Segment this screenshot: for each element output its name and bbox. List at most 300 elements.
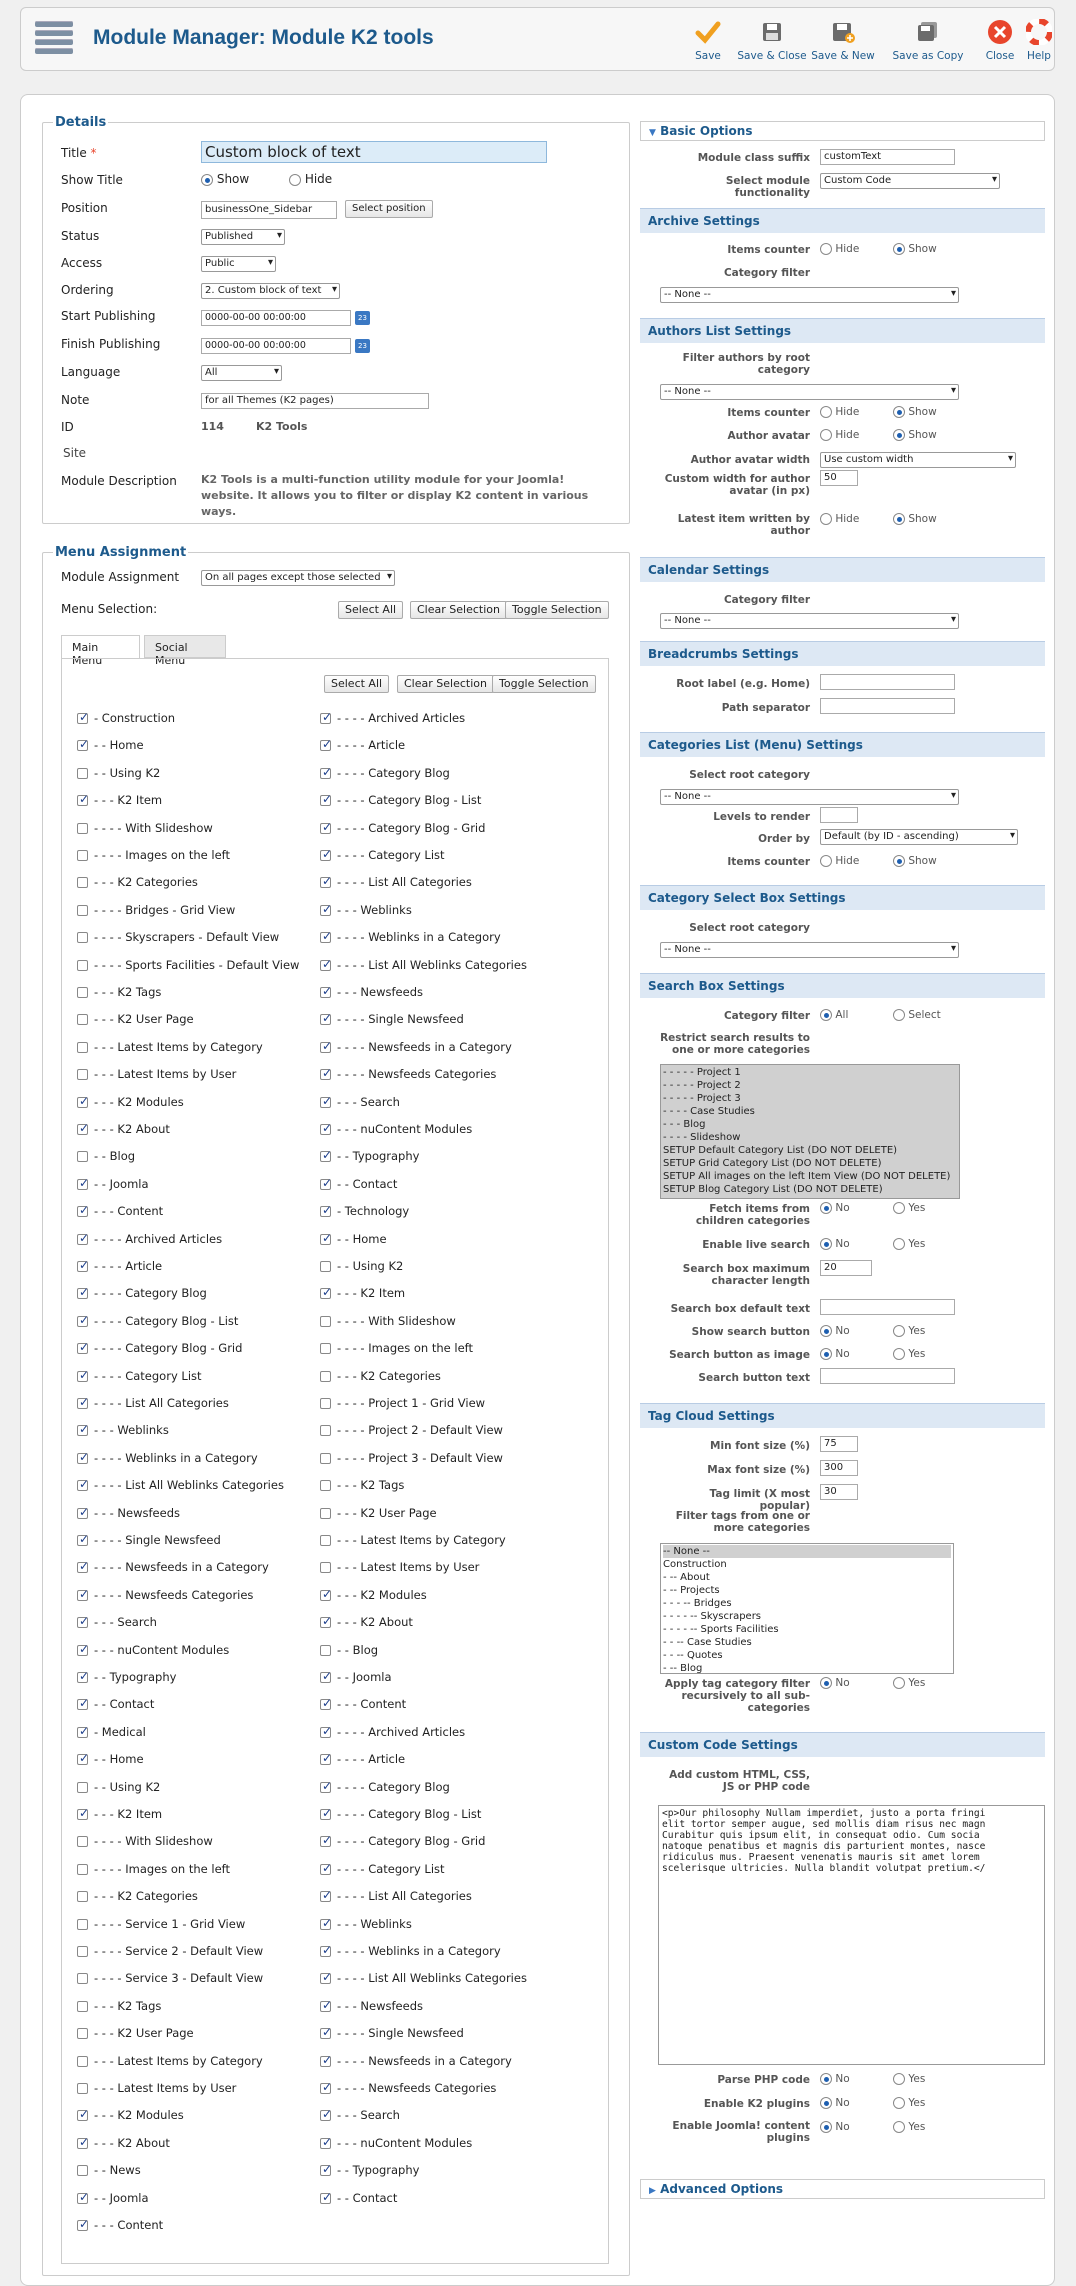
menu-item[interactable]: [77, 930, 279, 944]
show-title-hide-option[interactable]: Hide: [289, 172, 332, 186]
menu-item[interactable]: [77, 1780, 160, 1794]
menu-item[interactable]: [77, 1752, 144, 1766]
levels-input[interactable]: [820, 807, 858, 823]
menu-item[interactable]: [77, 1999, 161, 2013]
no-radio[interactable]: [820, 2121, 832, 2133]
hide-option[interactable]: Hide: [820, 243, 859, 255]
menu-item-checkbox[interactable]: [320, 1590, 331, 1601]
list-item[interactable]: - - - - -- Skyscrapers: [663, 1611, 762, 1622]
menu-item-checkbox[interactable]: [320, 2165, 331, 2176]
hide-radio[interactable]: [820, 243, 832, 255]
list-item[interactable]: - - - Blog: [663, 1119, 706, 1130]
show-option[interactable]: Show: [893, 855, 937, 867]
menu-item-checkbox[interactable]: [320, 1014, 331, 1025]
menu-item-checkbox[interactable]: [77, 1590, 88, 1601]
menu-item-checkbox[interactable]: [77, 1672, 88, 1683]
search-categories-listbox[interactable]: [660, 1064, 960, 1199]
menu-item[interactable]: [77, 2136, 170, 2150]
min-font-input[interactable]: 75: [820, 1436, 858, 1452]
menu-item[interactable]: [320, 1396, 485, 1410]
menu-item-checkbox[interactable]: [77, 1069, 88, 1080]
menu-item[interactable]: [77, 1971, 263, 1985]
select-position-button[interactable]: Select position: [345, 200, 433, 218]
menu-item-checkbox[interactable]: [320, 2110, 331, 2121]
menu-item[interactable]: [77, 1478, 284, 1492]
show-radio[interactable]: [893, 243, 905, 255]
save-new-button[interactable]: Save & New: [808, 18, 878, 62]
menu-item-checkbox[interactable]: [320, 2056, 331, 2067]
menu-item-checkbox[interactable]: [77, 1288, 88, 1299]
menu-item-checkbox[interactable]: [320, 2138, 331, 2149]
menu-item-checkbox[interactable]: [320, 877, 331, 888]
menu-item-checkbox[interactable]: [320, 905, 331, 916]
menu-item[interactable]: [320, 793, 481, 807]
menu-item-checkbox[interactable]: [77, 2110, 88, 2121]
menu-item[interactable]: [320, 711, 465, 725]
list-item[interactable]: - - - - Case Studies: [663, 1106, 755, 1117]
menu-item-checkbox[interactable]: [320, 1234, 331, 1245]
menu-item-checkbox[interactable]: [77, 823, 88, 834]
help-button[interactable]: Help: [1021, 18, 1057, 62]
clear-selection-button[interactable]: Clear Selection: [410, 601, 507, 619]
menu-item[interactable]: [77, 1396, 229, 1410]
menu-item[interactable]: [77, 1725, 146, 1739]
menu-item-checkbox[interactable]: [77, 877, 88, 888]
custom-code-textarea[interactable]: <p>Our philosophy Nullam imperdiet, justo a porta fringi elit tortor semper augue, sed mollis diam risus nec magn Curabitur quis ipsum elit, in consequat odio. Cum socia natoque penatibus et magnis dis parturient montes, nasce ridiculus mus. Praesent venenatis mauris sit amet lorem scelerisque ultricies. Nulla blandit volutpat pretium.</: [658, 1805, 1045, 2065]
menu-item[interactable]: [77, 1149, 135, 1163]
basic-options-header[interactable]: ▼ Basic Options: [640, 121, 1045, 141]
menu-item[interactable]: [320, 930, 501, 944]
menu-item[interactable]: [320, 1971, 527, 1985]
list-item[interactable]: - - -- Quotes: [663, 1650, 723, 1661]
yes-radio[interactable]: [893, 2073, 905, 2085]
menu-item[interactable]: [320, 1095, 400, 1109]
menu-item[interactable]: [77, 1889, 198, 1903]
menu-item-checkbox[interactable]: [77, 905, 88, 916]
menu-item-checkbox[interactable]: [320, 2001, 331, 2012]
menu-item[interactable]: [77, 2108, 184, 2122]
menu-item[interactable]: [77, 1286, 207, 1300]
status-select[interactable]: Published ▾: [201, 229, 285, 245]
list-item[interactable]: -- None --: [663, 1545, 951, 1558]
yes-option[interactable]: Yes: [893, 2121, 925, 2133]
no-radio[interactable]: [820, 1202, 832, 1214]
menu-item-checkbox[interactable]: [77, 1234, 88, 1245]
menu-item[interactable]: [77, 1040, 263, 1054]
menu-item-checkbox[interactable]: [77, 1179, 88, 1190]
menu-item-checkbox[interactable]: [320, 1727, 331, 1738]
menu-item-checkbox[interactable]: [320, 850, 331, 861]
menu-item-checkbox[interactable]: [320, 740, 331, 751]
menu-item[interactable]: [320, 1314, 456, 1328]
menu-item[interactable]: [320, 1012, 464, 1026]
menu-item-checkbox[interactable]: [77, 1014, 88, 1025]
menu-item-checkbox[interactable]: [77, 1782, 88, 1793]
list-item[interactable]: SETUP Blog Category List (DO NOT DELETE): [663, 1184, 883, 1195]
no-radio[interactable]: [820, 1677, 832, 1689]
save-close-button[interactable]: Save & Close: [737, 18, 807, 62]
menu-item[interactable]: [77, 1560, 269, 1574]
menu-item-checkbox[interactable]: [320, 1261, 331, 1272]
yes-radio[interactable]: [893, 1238, 905, 1250]
no-option[interactable]: No: [820, 1677, 850, 1689]
menu-item[interactable]: [77, 875, 198, 889]
no-radio[interactable]: [820, 2073, 832, 2085]
menu-item[interactable]: [77, 1643, 229, 1657]
menu-item[interactable]: [320, 1999, 423, 2013]
menu-item-checkbox[interactable]: [320, 1973, 331, 1984]
select-option[interactable]: Select: [893, 1009, 941, 1021]
menu-item[interactable]: [77, 1341, 242, 1355]
menu-item-checkbox[interactable]: [77, 1617, 88, 1628]
menu-item-checkbox[interactable]: [320, 1371, 331, 1382]
menu-item[interactable]: [320, 1588, 427, 1602]
categories-root-select[interactable]: -- None -- ▾: [660, 789, 959, 805]
list-item[interactable]: - - -- Case Studies: [663, 1637, 752, 1648]
menu-item-checkbox[interactable]: [77, 1316, 88, 1327]
language-select[interactable]: All ▾: [201, 365, 282, 381]
no-option[interactable]: No: [820, 1325, 850, 1337]
menu-item-checkbox[interactable]: [77, 1508, 88, 1519]
show-option[interactable]: Show: [893, 429, 937, 441]
list-item[interactable]: - - - - - Project 3: [663, 1093, 741, 1104]
list-item[interactable]: - - - - - Project 2: [663, 1080, 741, 1091]
menu-item-checkbox[interactable]: [320, 1425, 331, 1436]
list-item[interactable]: Construction: [663, 1559, 727, 1570]
menu-item-checkbox[interactable]: [320, 1288, 331, 1299]
start-publishing-input[interactable]: 0000-00-00 00:00:00: [201, 310, 351, 326]
no-radio[interactable]: [820, 1238, 832, 1250]
menu-item-checkbox[interactable]: [77, 1699, 88, 1710]
menu-item[interactable]: [320, 1423, 503, 1437]
menu-item[interactable]: [77, 848, 230, 862]
yes-option[interactable]: Yes: [893, 1325, 925, 1337]
save-button[interactable]: Save: [673, 18, 743, 62]
menu-item-checkbox[interactable]: [320, 2083, 331, 2094]
menu-item-checkbox[interactable]: [320, 1645, 331, 1656]
module-assignment-select[interactable]: On all pages except those selected ▾: [201, 570, 395, 586]
menu-item[interactable]: [77, 1944, 263, 1958]
hide-option[interactable]: Hide: [820, 513, 859, 525]
menu-item[interactable]: [320, 1889, 472, 1903]
yes-radio[interactable]: [893, 2097, 905, 2109]
menu-item-checkbox[interactable]: [320, 823, 331, 834]
menu-item[interactable]: [320, 875, 472, 889]
menu-item[interactable]: [320, 1149, 419, 1163]
menu-item-checkbox[interactable]: [77, 1836, 88, 1847]
menu-item[interactable]: [320, 738, 405, 752]
menu-item[interactable]: [320, 1067, 496, 1081]
show-radio[interactable]: [893, 513, 905, 525]
hide-radio[interactable]: [289, 174, 301, 186]
finish-publishing-input[interactable]: 0000-00-00 00:00:00: [201, 338, 351, 354]
calendar-icon[interactable]: 23: [355, 311, 370, 325]
menu-item-checkbox[interactable]: [320, 1919, 331, 1930]
yes-radio[interactable]: [893, 1348, 905, 1360]
list-item[interactable]: - -- Projects: [663, 1585, 720, 1596]
menu-item-checkbox[interactable]: [77, 1754, 88, 1765]
menu-item-checkbox[interactable]: [77, 1453, 88, 1464]
list-item[interactable]: - - - - - Project 1: [663, 1067, 741, 1078]
menu-item-checkbox[interactable]: [320, 932, 331, 943]
menu-item[interactable]: [77, 1615, 157, 1629]
menu-item-checkbox[interactable]: [77, 1151, 88, 1162]
menu-item[interactable]: [320, 1615, 413, 1629]
menu-item-checkbox[interactable]: [77, 1973, 88, 1984]
clear-selection-button[interactable]: Clear Selection: [397, 675, 494, 693]
menu-item-checkbox[interactable]: [320, 1617, 331, 1628]
menu-item[interactable]: [77, 1807, 162, 1821]
menu-item[interactable]: [77, 2081, 236, 2095]
menu-item[interactable]: [320, 903, 412, 917]
menu-item-checkbox[interactable]: [320, 713, 331, 724]
menu-item-checkbox[interactable]: [320, 2028, 331, 2039]
select-radio[interactable]: [893, 1009, 905, 1021]
menu-item[interactable]: [77, 1697, 154, 1711]
hide-radio[interactable]: [820, 513, 832, 525]
menu-item-checkbox[interactable]: [320, 1699, 331, 1710]
menu-item[interactable]: [77, 711, 175, 725]
menu-item-checkbox[interactable]: [77, 1727, 88, 1738]
show-option[interactable]: Show: [893, 513, 937, 525]
access-select[interactable]: Public ▾: [201, 256, 276, 272]
no-option[interactable]: No: [820, 2073, 850, 2085]
menu-item-checkbox[interactable]: [77, 2165, 88, 2176]
menu-item-checkbox[interactable]: [320, 1124, 331, 1135]
menu-item-checkbox[interactable]: [320, 1836, 331, 1847]
list-item[interactable]: - - - - Slideshow: [663, 1132, 741, 1143]
menu-item[interactable]: [77, 1232, 222, 1246]
menu-item[interactable]: [320, 1670, 392, 1684]
show-radio[interactable]: [893, 406, 905, 418]
list-item[interactable]: - -- Blog: [663, 1663, 703, 1674]
show-radio[interactable]: [893, 855, 905, 867]
menu-item[interactable]: [320, 1369, 441, 1383]
menu-item-checkbox[interactable]: [320, 1151, 331, 1162]
menu-item-checkbox[interactable]: [77, 2193, 88, 2204]
menu-item-checkbox[interactable]: [77, 987, 88, 998]
menu-item-checkbox[interactable]: [320, 1535, 331, 1546]
show-radio[interactable]: [201, 174, 213, 186]
tab-main-menu[interactable]: Main Menu: [61, 635, 140, 659]
yes-option[interactable]: Yes: [893, 2073, 925, 2085]
no-radio[interactable]: [820, 2097, 832, 2109]
menu-item-checkbox[interactable]: [77, 1398, 88, 1409]
menu-item-checkbox[interactable]: [320, 987, 331, 998]
yes-radio[interactable]: [893, 1325, 905, 1337]
all-option[interactable]: All: [820, 1009, 848, 1021]
select-all-button[interactable]: Select All: [324, 675, 389, 693]
menu-item-checkbox[interactable]: [77, 795, 88, 806]
menu-item[interactable]: [320, 1204, 409, 1218]
menu-item[interactable]: [77, 1451, 258, 1465]
menu-item-checkbox[interactable]: [77, 932, 88, 943]
hide-option[interactable]: Hide: [820, 855, 859, 867]
button-text-input[interactable]: [820, 1368, 955, 1384]
menu-item-checkbox[interactable]: [320, 1809, 331, 1820]
menu-item[interactable]: [320, 1451, 503, 1465]
menu-item-checkbox[interactable]: [77, 1097, 88, 1108]
hide-radio[interactable]: [820, 855, 832, 867]
menu-item-checkbox[interactable]: [320, 1453, 331, 1464]
avatar-width-select[interactable]: Use custom width ▾: [820, 452, 1016, 468]
menu-item[interactable]: [320, 1780, 450, 1794]
ordering-select[interactable]: 2. Custom block of text ▾: [201, 283, 340, 299]
no-option[interactable]: No: [820, 2097, 850, 2109]
menu-item[interactable]: [77, 1204, 163, 1218]
menu-item-checkbox[interactable]: [77, 2138, 88, 2149]
menu-item-checkbox[interactable]: [77, 2056, 88, 2067]
menu-item[interactable]: [320, 1341, 473, 1355]
menu-item[interactable]: [320, 1807, 481, 1821]
yes-option[interactable]: Yes: [893, 1348, 925, 1360]
position-input[interactable]: businessOne_Sidebar: [201, 201, 337, 219]
menu-item[interactable]: [77, 1834, 213, 1848]
select-box-root-select[interactable]: -- None -- ▾: [660, 942, 959, 958]
menu-item-checkbox[interactable]: [77, 1343, 88, 1354]
menu-item[interactable]: [77, 1670, 176, 1684]
functionality-select[interactable]: Custom Code ▾: [820, 173, 1000, 189]
menu-item-checkbox[interactable]: [77, 2001, 88, 2012]
menu-item[interactable]: [77, 1095, 184, 1109]
menu-item[interactable]: [77, 1177, 149, 1191]
menu-item-checkbox[interactable]: [77, 2028, 88, 2039]
yes-option[interactable]: Yes: [893, 1238, 925, 1250]
menu-item[interactable]: [320, 2026, 464, 2040]
menu-item[interactable]: [77, 958, 299, 972]
list-item[interactable]: - - - - -- Sports Facilities: [663, 1624, 779, 1635]
menu-item-checkbox[interactable]: [77, 1371, 88, 1382]
no-radio[interactable]: [820, 1325, 832, 1337]
menu-item-checkbox[interactable]: [77, 1206, 88, 1217]
note-input[interactable]: for all Themes (K2 pages): [201, 393, 429, 409]
menu-item-checkbox[interactable]: [77, 2083, 88, 2094]
menu-item-checkbox[interactable]: [320, 1562, 331, 1573]
max-length-input[interactable]: 20: [820, 1260, 872, 1276]
menu-item-checkbox[interactable]: [320, 1754, 331, 1765]
menu-item[interactable]: [320, 2191, 397, 2205]
menu-item[interactable]: [320, 2054, 512, 2068]
menu-item[interactable]: [77, 1122, 170, 1136]
menu-item-checkbox[interactable]: [77, 768, 88, 779]
menu-item[interactable]: [320, 1944, 501, 1958]
show-radio[interactable]: [893, 429, 905, 441]
menu-item-checkbox[interactable]: [320, 768, 331, 779]
tag-limit-input[interactable]: 30: [820, 1484, 858, 1500]
close-button[interactable]: Close: [975, 18, 1025, 62]
select-all-button[interactable]: Select All: [338, 601, 403, 619]
menu-item[interactable]: [77, 1423, 169, 1437]
menu-item[interactable]: [77, 2026, 194, 2040]
menu-item-checkbox[interactable]: [320, 1042, 331, 1053]
menu-item-checkbox[interactable]: [320, 1946, 331, 1957]
no-option[interactable]: No: [820, 1348, 850, 1360]
menu-item-checkbox[interactable]: [320, 1480, 331, 1491]
no-option[interactable]: No: [820, 1202, 850, 1214]
no-option[interactable]: No: [820, 1238, 850, 1250]
title-input[interactable]: Custom block of text: [201, 141, 547, 163]
menu-item[interactable]: [320, 1834, 485, 1848]
list-item[interactable]: - - - -- Bridges: [663, 1598, 732, 1609]
yes-radio[interactable]: [893, 1202, 905, 1214]
menu-item[interactable]: [320, 1533, 506, 1547]
menu-item-checkbox[interactable]: [320, 1508, 331, 1519]
tag-categories-listbox[interactable]: [660, 1543, 954, 1674]
menu-item-checkbox[interactable]: [77, 1919, 88, 1930]
menu-item-checkbox[interactable]: [320, 1398, 331, 1409]
menu-item-checkbox[interactable]: [77, 850, 88, 861]
menu-item[interactable]: [320, 1040, 512, 1054]
menu-item[interactable]: [77, 821, 213, 835]
menu-item-checkbox[interactable]: [77, 1124, 88, 1135]
menu-item[interactable]: [320, 1752, 405, 1766]
menu-item[interactable]: [77, 1588, 253, 1602]
menu-item-checkbox[interactable]: [77, 1261, 88, 1272]
menu-item[interactable]: [320, 766, 450, 780]
menu-item-checkbox[interactable]: [320, 2193, 331, 2204]
menu-item-checkbox[interactable]: [77, 1535, 88, 1546]
custom-width-input[interactable]: 50: [820, 470, 858, 486]
menu-item-checkbox[interactable]: [320, 1343, 331, 1354]
menu-item[interactable]: [320, 1560, 479, 1574]
list-item[interactable]: - -- About: [663, 1572, 710, 1583]
yes-option[interactable]: Yes: [893, 1202, 925, 1214]
menu-item-checkbox[interactable]: [77, 1864, 88, 1875]
yes-radio[interactable]: [893, 1677, 905, 1689]
order-by-select[interactable]: Default (by ID - ascending) ▾: [820, 829, 1018, 845]
tab-social-menu[interactable]: Social Menu: [144, 635, 226, 658]
list-item[interactable]: SETUP Grid Category List (DO NOT DELETE): [663, 1158, 882, 1169]
menu-item-checkbox[interactable]: [77, 2220, 88, 2231]
menu-item[interactable]: [320, 985, 423, 999]
menu-item[interactable]: [320, 1725, 465, 1739]
toggle-selection-button[interactable]: Toggle Selection: [492, 675, 596, 693]
menu-item[interactable]: [77, 1533, 221, 1547]
menu-item[interactable]: [320, 1286, 405, 1300]
calendar-icon[interactable]: 23: [355, 339, 370, 353]
menu-item-checkbox[interactable]: [320, 1179, 331, 1190]
menu-item[interactable]: [77, 1314, 238, 1328]
default-text-input[interactable]: [820, 1299, 955, 1315]
menu-item[interactable]: [320, 1259, 403, 1273]
menu-item-checkbox[interactable]: [320, 1206, 331, 1217]
menu-item-checkbox[interactable]: [320, 1782, 331, 1793]
menu-item[interactable]: [77, 1917, 245, 1931]
menu-item[interactable]: [320, 1478, 404, 1492]
menu-item-checkbox[interactable]: [77, 1480, 88, 1491]
show-option[interactable]: Show: [893, 406, 937, 418]
menu-item[interactable]: [320, 2108, 400, 2122]
yes-option[interactable]: Yes: [893, 1677, 925, 1689]
menu-item-checkbox[interactable]: [77, 1042, 88, 1053]
menu-item[interactable]: [320, 1862, 445, 1876]
all-radio[interactable]: [820, 1009, 832, 1021]
menu-item-checkbox[interactable]: [320, 1069, 331, 1080]
show-option[interactable]: Show: [893, 243, 937, 255]
menu-item[interactable]: [77, 1259, 162, 1273]
menu-item-checkbox[interactable]: [77, 1425, 88, 1436]
menu-item[interactable]: [320, 1177, 397, 1191]
max-font-input[interactable]: 300: [820, 1460, 858, 1476]
menu-item[interactable]: [77, 1067, 236, 1081]
menu-item[interactable]: [320, 1506, 437, 1520]
yes-radio[interactable]: [893, 2121, 905, 2133]
menu-item[interactable]: [77, 1369, 202, 1383]
root-label-input[interactable]: [820, 674, 955, 690]
menu-item[interactable]: [320, 848, 445, 862]
menu-item[interactable]: [320, 821, 485, 835]
menu-item[interactable]: [77, 903, 235, 917]
